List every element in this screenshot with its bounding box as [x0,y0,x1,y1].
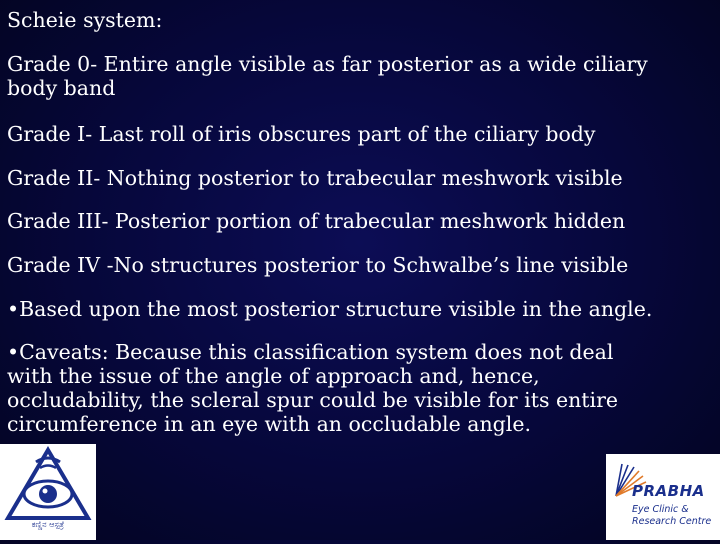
grade-2-text: Grade II- Nothing posterior to trabecular meshwork visible [7,166,623,190]
prabha-logo [606,454,720,540]
grade-0-text: Grade 0- Entire angle visible as far posterior as a wide ciliary body band [7,52,648,100]
bullet-based-upon: •Based upon the most posterior structure visible in the angle. [7,297,653,321]
prabha-brand-name: PRABHA [632,482,705,500]
grade-1-text: Grade I- Last roll of iris obscures part of the ciliary body [7,122,596,146]
slide-title: Scheie system: [7,8,163,32]
hospital-logo-left [0,444,96,540]
grade-4-text: Grade IV -No structures posterior to Schwalbe’s line visible [7,253,629,277]
grade-3-text: Grade III- Posterior portion of trabecular meshwork hidden [7,209,626,233]
logo-left-script-text: ಕಣ್ಣಿನ ಆಸ್ಪತ್ರೆ [31,520,65,529]
bullet-caveats: •Caveats: Because this classification system does not deal with the issue of the angle of approach and, hence, occludability, the scleral spur could be visible for its entire circumference in an eye with an occludable angle. [7,340,619,436]
prabha-tagline: Eye Clinic & Research Centre [632,504,712,527]
